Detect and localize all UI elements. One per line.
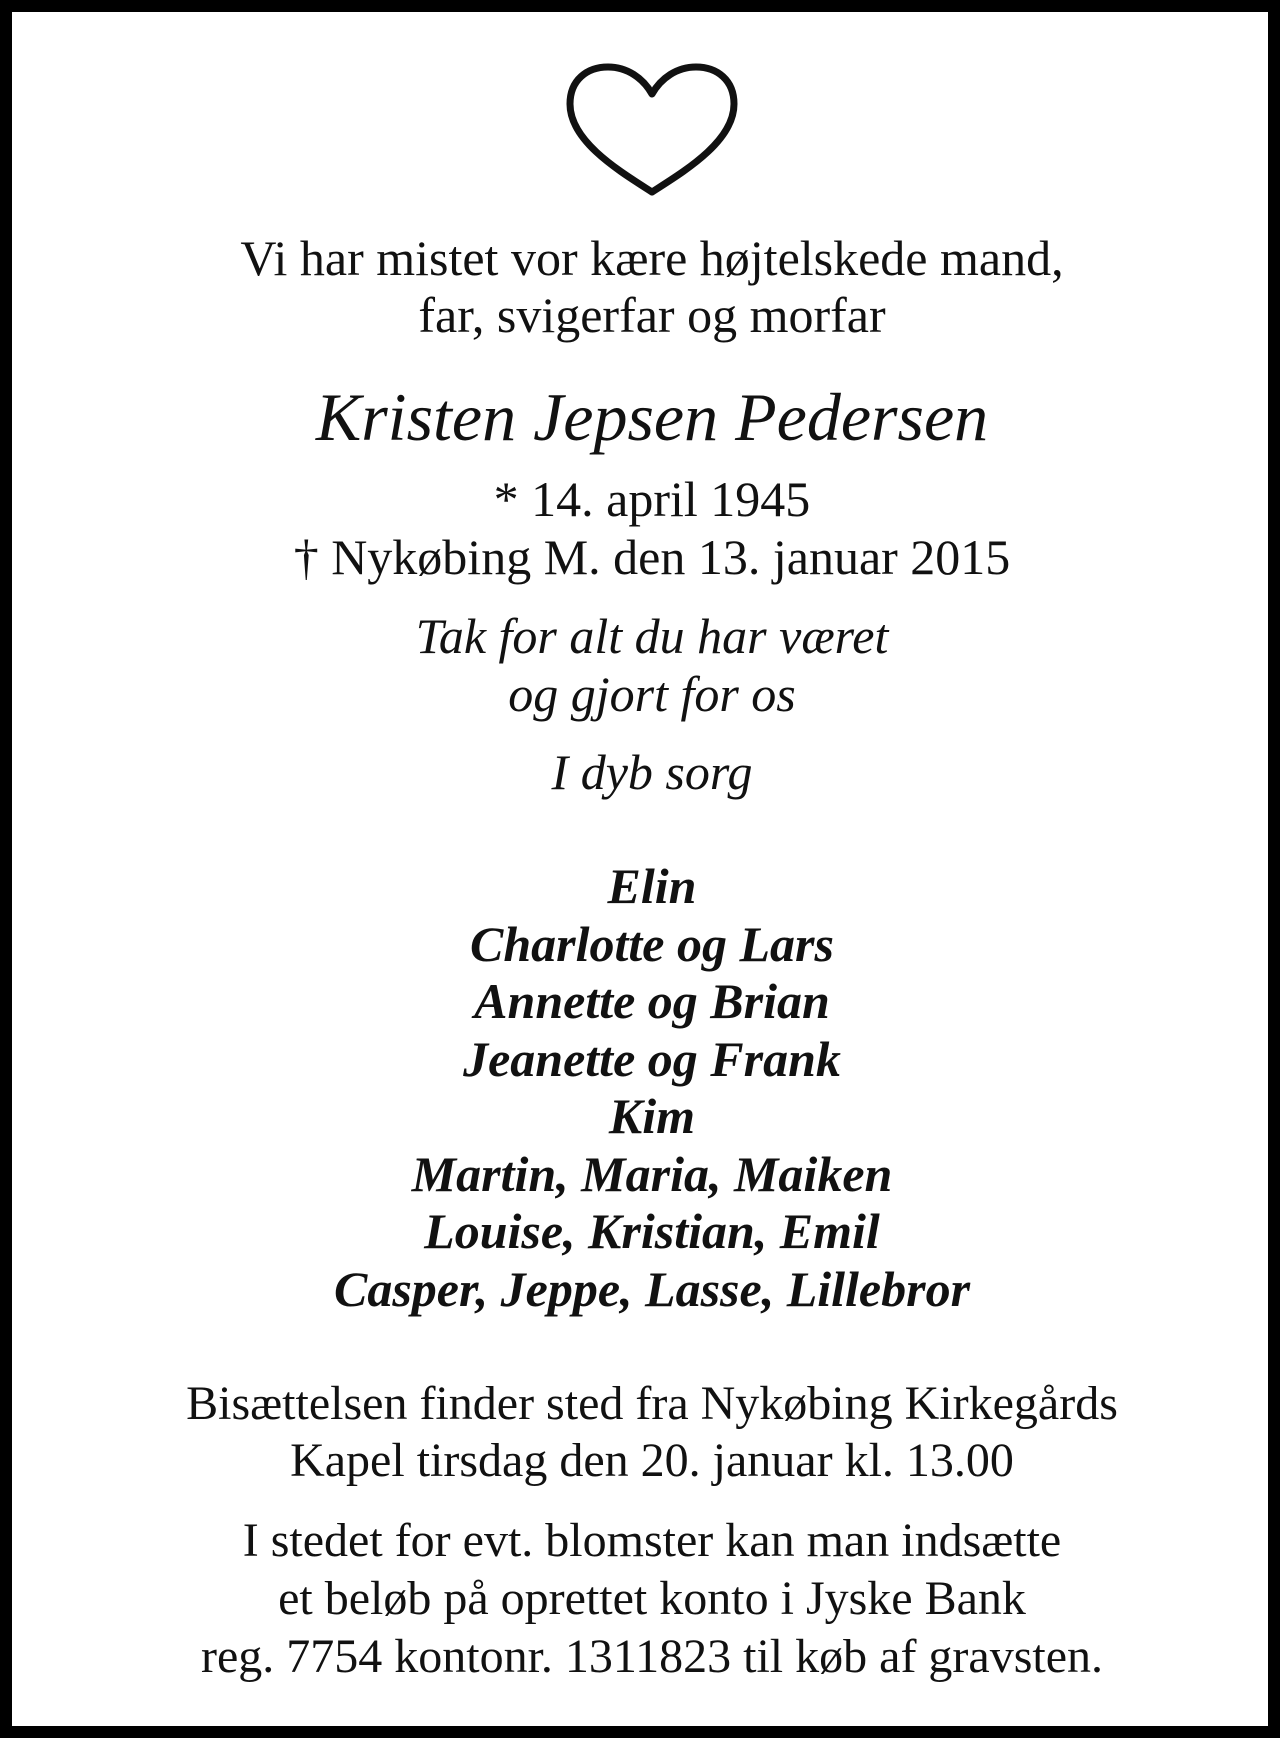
family-member: Jeanette og Frank [463, 1030, 841, 1087]
family-member: Casper, Jeppe, Lasse, Lillebror [333, 1260, 971, 1317]
family-list [32, 858, 1272, 1318]
family-member: Elin [607, 858, 697, 914]
sorrow-text [32, 743, 1272, 801]
funeral-line: Kapel tirsdag den 20. januar kl. 13.00 [290, 1434, 1014, 1487]
birth-date: * 14. april 1945 [493, 471, 811, 527]
donation-line: I stedet for evt. blomster kan man indsætte [242, 1514, 1062, 1567]
funeral-info [32, 1375, 1272, 1489]
thanks-line: Tak for alt du har været [415, 608, 889, 664]
sorrow-line: I dyb sorg [551, 744, 753, 800]
family-member: Annette og Brian [474, 973, 830, 1029]
heart-icon [563, 60, 741, 200]
thanks-text [32, 607, 1272, 723]
intro-line: far, svigerfar og morfar [418, 287, 886, 343]
intro-line: Vi har mistet vor kære højtelskede mand, [240, 230, 1064, 286]
family-member: Louise, Kristian, Emil [424, 1203, 880, 1259]
death-date: † Nykøbing M. den 13. januar 2015 [293, 529, 1011, 585]
family-member: Charlotte og Lars [470, 915, 834, 972]
deceased-name [32, 377, 1272, 457]
deceased-name-text: Kristen Jepsen Pedersen [315, 379, 989, 455]
family-member: Martin, Maria, Maiken [411, 1145, 893, 1202]
donation-info [32, 1512, 1272, 1686]
thanks-line: og gjort for os [508, 666, 796, 722]
life-dates [32, 470, 1272, 586]
funeral-line: Bisættelsen finder sted fra Nykøbing Kirkegårds [186, 1377, 1118, 1430]
donation-line: reg. 7754 kontonr. 1311823 til køb af gravsten. [200, 1630, 1104, 1683]
donation-line: et beløb på oprettet konto i Jyske Bank [278, 1572, 1026, 1625]
intro-text [32, 230, 1272, 344]
family-member: Kim [608, 1088, 696, 1144]
